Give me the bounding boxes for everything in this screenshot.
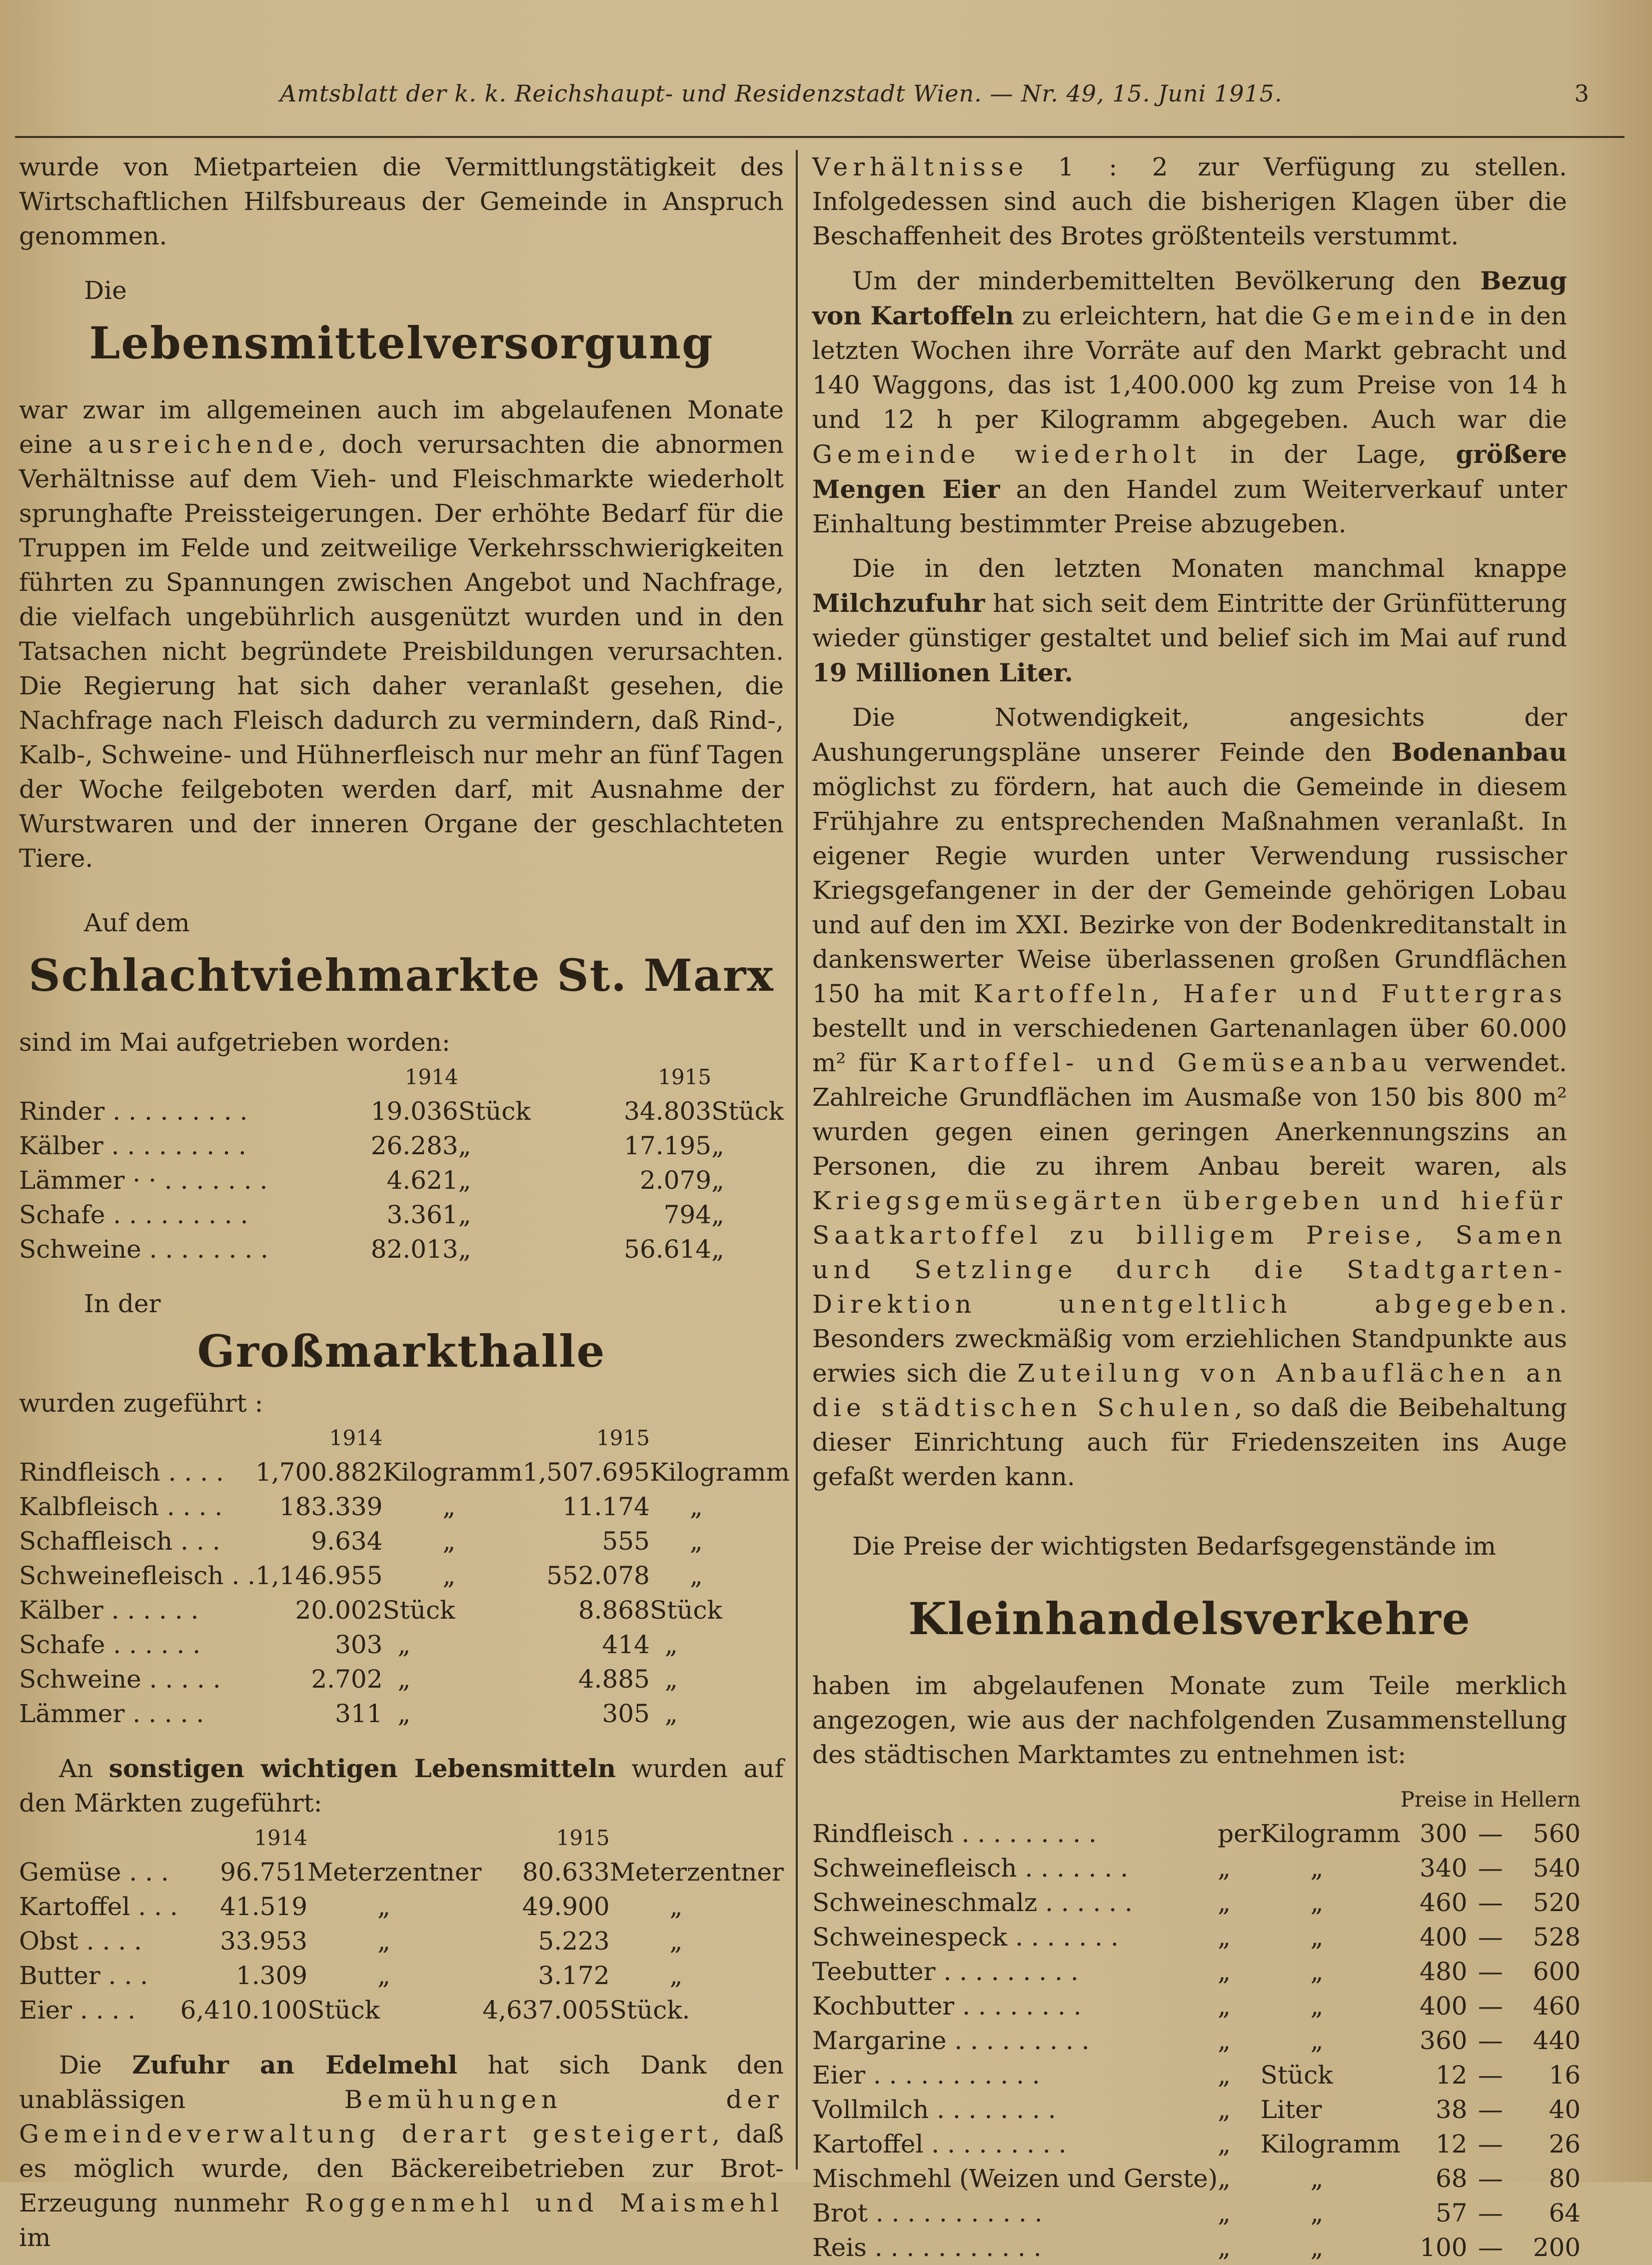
table-row: Vollmilch . . . . . . . . „ Liter 38 — 40 (812, 2095, 1581, 2124)
table-row: Kälber . . . . . . 20.002 Stück 8.868 Stück (19, 1596, 722, 1625)
table-row: Kartoffel . . . 41.519 „ 49.900 „ (19, 1892, 683, 1921)
right-column (812, 150, 1581, 2265)
in-der-lead: In der (84, 1289, 161, 1318)
paragraph-edelmehl: Die Zufuhr an Edelmehl hat sich Dank den unablässigen Bemühungen der Gemeindeverwaltung derart gesteigert, daß es möglich wurde, den Bäckereibetrieben zur Brot-Erzeugung nunmehr Roggenmehl und Maismehl im (19, 2050, 784, 2252)
auf-dem-lead: Auf dem (84, 908, 190, 937)
table-row: Lämmer · · . . . . . . . 4.621 „ 2.079 „ (19, 1166, 725, 1195)
heading-grossmarkthalle: Großmarkthalle (197, 1325, 606, 1377)
table-row: Teebutter . . . . . . . . . „ „ 480 — 600 (812, 1957, 1581, 1986)
table-row: Rindfleisch . . . . . . . . . per Kilogramm 300 — 560 (812, 1819, 1581, 1848)
table-row: Eier . . . . 6,410.100 Stück 4,637.005 Stück. (19, 1996, 690, 2025)
table-row: Kälber . . . . . . . . . 26.283 „ 17.195 „ (19, 1131, 725, 1160)
table-row: Brot . . . . . . . . . . . „ „ 57 — 64 (812, 2199, 1581, 2228)
table-grossmarkthalle: 1914 1915 Rindfleisch . . . . 1,700.882 Kilogramm 1,507.695 Kilogramm Kalbfleisch . . . . 183.339 „ 11.174 „ Schaffleisch . . . 9.634 „ 555 „ Schweinefleisch . . 1,146.955 „ 552.078 „ Kälber . . . . . . 20.002 Stück 8.868 Stück Schafe . . . . . . 303 „ 414 „ Schweine . . . . . 2.702 „ 4.885 „ Lämmer . . . . . 311 „ 305 „ (19, 1421, 790, 1731)
table-schlachtvieh: 1914 1915 Rinder . . . . . . . . . 19.036 Stück 34.803 Stück Kälber . . . . . . . . . 26.283 „ 17.195 „ Lämmer · · . . . . . . . 4.621 „ 2.079 „ Schafe . . . . . . . . . 3.361 „ 794 „ Schweine . . . . . . . . 82.013 „ 56.614 „ (19, 1060, 784, 1267)
table-row: Mischmehl (Weizen und Gerste) „ „ 68 — 80 (812, 2164, 1581, 2193)
paragraph-kartoffeln: Um der minderbemittelten Bevölkerung den Bezug von Kartoffeln zu erleichtern, hat die Gemeinde in den letzten Wochen ihre Vorräte auf den Markt gebracht und 140 Waggons, das ist 1,400.000 kg zum Preise von 14 h und 12 h per Kilogramm abgegeben. Auch war die Gemeinde wiederholt in der Lage, größere Mengen Eier an den Handel zum Weiterverkauf unter Einhaltung bestimmter Preise abzugeben. (812, 266, 1567, 538)
header-title: Amtsblatt der k. k. Reichshaupt- und Residenzstadt Wien. — Nr. 49, 15. Juni 1915. (280, 80, 1283, 107)
table-row: Schweinespeck . . . . . . . „ „ 400 — 528 (812, 1923, 1581, 1952)
die-lead: Die (84, 276, 127, 305)
schlachtvieh-sub: sind im Mai aufgetrieben worden: (19, 1028, 450, 1057)
table-row: Reis . . . . . . . . . . . „ „ 100 — 200 (812, 2233, 1581, 2262)
table-row: Obst . . . . 33.953 „ 5.223 „ (19, 1927, 683, 1956)
table-row: Schweine . . . . . 2.702 „ 4.885 „ (19, 1665, 678, 1694)
grossmarkthalle-sub: wurden zugeführt : (19, 1389, 263, 1418)
table-row: Schweinefleisch . . 1,146.955 „ 552.078 „ (19, 1561, 703, 1590)
table-row: Eier . . . . . . . . . . . „ Stück 12 — 16 (812, 2061, 1581, 2090)
page-header (280, 80, 1610, 115)
table-sonstige: 1914 1915 Gemüse . . . 96.751 Meterzentner 80.633 Meterzentner Kartoffel . . . 41.519 „ 49.900 „ Obst . . . . 33.953 „ 5.223 „ Butter . . . 1.309 „ 3.172 „ Eier . . . . 6,410.100 Stück 4,637.005 Stück. (19, 1821, 784, 2028)
table-row: Margarine . . . . . . . . . „ „ 360 — 440 (812, 2026, 1581, 2055)
table-row: Rindfleisch . . . . 1,700.882 Kilogramm 1,507.695 Kilogramm (19, 1458, 790, 1487)
paragraph-sonstige: An sonstigen wichtigen Lebensmitteln wurden auf den Märkten zugeführt: (19, 1754, 784, 1818)
paragraph-preise-lead: Die Preise der wichtigsten Bedarfsgegenstände im (852, 1532, 1497, 1561)
heading-lebensmittelversorgung: Lebensmittelversorgung (89, 317, 714, 369)
table-row: Lämmer . . . . . 311 „ 305 „ (19, 1699, 678, 1728)
table-row: Gemüse . . . 96.751 Meterzentner 80.633 Meterzentner (19, 1858, 784, 1887)
table-row: Kartoffel . . . . . . . . . „ Kilogramm 12 — 26 (812, 2130, 1581, 2159)
header-rule (15, 136, 1625, 138)
table-preise: Preise in Hellern Rindfleisch . . . . . . . . . per Kilogramm 300 — 560 Schweinefleisch . . . . . . . „ „ 340 — 540 Schweineschmalz . . . . . . „ „ 460 — 520 Schweinespeck . . . . . . . „ „ 400 — 528 Teebutter . . . . . . . . . „ „ 480 — 600 Kochbutter . . . . . . . . „ „ 400 — 460 Margarine . . . . . . . . . „ „ 360 — 440 Eier . . . . . . . . . . . „ Stück 12 — 16 Vollmilch . . . . . . . . „ Liter 38 — 40 Kartoffel . . . . . . . . . „ Kilogramm 12 — 26 Mischmehl (Weizen und Gerste) „ „ 68 — 80 Brot . . . . . . . . . . . „ „ 57 — 64 Reis . . . . . . . . . . . „ „ 100 — 200 (812, 1782, 1581, 2265)
paragraph-marktamt: haben im abgelaufenen Monate zum Teile merklich angezogen, wie aus der nachfolgenden Zusammenstellung des städtischen Marktamtes zu entnehmen ist: (812, 1671, 1567, 1769)
table-row: Schaffleisch . . . 9.634 „ 555 „ (19, 1527, 703, 1556)
table-row: Kochbutter . . . . . . . . „ „ 400 — 460 (812, 1992, 1581, 2021)
intro-paragraph: wurde von Mietparteien die Vermittlungstätigkeit des Wirtschaftlichen Hilfsbureaus der Gemeinde in Anspruch genommen. (19, 152, 784, 250)
table-row: Schweine . . . . . . . . 82.013 „ 56.614 „ (19, 1235, 725, 1264)
paragraph-brot: Verhältnisse 1 : 2 zur Verfügung zu stellen. Infolgedessen sind auch die bisherigen Klagen über die Beschaffenheit des Brotes größtenteils verstummt. (812, 152, 1567, 250)
table-row: Butter . . . 1.309 „ 3.172 „ (19, 1961, 683, 1990)
table-row: Schweineschmalz . . . . . . „ „ 460 — 520 (812, 1888, 1581, 1917)
table-row: Rinder . . . . . . . . . 19.036 Stück 34.803 Stück (19, 1097, 784, 1126)
page-number: 3 (1574, 80, 1590, 107)
paragraph-milch: Die in den letzten Monaten manchmal knappe Milchzufuhr hat sich seit dem Eintritte der Grünfütterung wieder günstiger gestaltet und belief sich im Mai auf rund 19 Millionen Liter. (812, 554, 1568, 687)
paragraph-bodenanbau: Die Notwendigkeit, angesichts der Aushungerungspläne unserer Feinde den Bodenanbau möglichst zu fördern, hat auch die Gemeinde in diesem Frühjahre zu entsprechenden Maßnahmen veranlaßt. In eigener Regie wurden unter Verwendung russischer Kriegsgefangener in der der Gemeinde gehörigen Lobau und auf den im XXI. Bezirke von der Bodenkreditanstalt in dankenswerter Weise überlassenen großen Grundflächen 150 ha mit Kartoffeln, Hafer und Futtergras bestellt und in verschiedenen Gartenanlagen über 60.000 m² für Kartoffel- und Gemüseanbau verwendet. Zahlreiche Grundflächen im Ausmaße von 150 bis 800 m² wurden gegen einen geringen Anerkennungszins an Personen, die zu ihrem Anbau bereit waren, als Kriegsgemüsegärten übergeben und hiefür Saatkartoffel zu billigem Preise, Samen und Setzlinge durch die Stadtgarten-Direktion unentgeltlich abgegeben. Besonders zweckmäßig vom erziehlichen Standpunkte aus erwies sich die Zuteilung von Anbauflächen an die städtischen Schulen, so daß die Beibehaltung dieser Einrichtung auch für Friedenszeiten ins Auge gefaßt werden kann. (812, 703, 1567, 1491)
paragraph-supply: war zwar im allgemeinen auch im abgelaufenen Monate eine ausreichende, doch verursachten die abnormen Verhältnisse auf dem Vieh- und Fleischmarkte wiederholt sprunghafte Preissteigerungen. Der erhöhte Bedarf für die Truppen im Felde und zeitweilige Verkehrsschwierigkeiten führten zu Spannungen zwischen Angebot und Nachfrage, die vielfach ungebührlich ausgenützt wurden und in den Tatsachen nicht begründete Preisbildungen verursachten. Die Regierung hat sich daher veranlaßt gesehen, die Nachfrage nach Fleisch dadurch zu vermindern, daß Rind-, Kalb-, Schweine- und Hühnerfleisch nur mehr an fünf Tagen der Woche feilgeboten werden darf, mit Ausnahme der Wurstwaren und der inneren Organe der geschlachteten Tiere. (19, 395, 784, 873)
table-row: Schafe . . . . . . . . . 3.361 „ 794 „ (19, 1200, 725, 1229)
table-row: Schafe . . . . . . 303 „ 414 „ (19, 1630, 678, 1659)
column-divider (796, 150, 798, 2170)
left-column (19, 150, 790, 2255)
heading-kleinhandelsverkehre: Kleinhandelsverkehre (908, 1593, 1471, 1645)
heading-schlachtviehmarkt: Schlachtviehmarkte St. Marx (28, 949, 774, 1001)
table-row: Kalbfleisch . . . . 183.339 „ 11.174 „ (19, 1492, 703, 1521)
table-row: Schweinefleisch . . . . . . . „ „ 340 — 540 (812, 1854, 1581, 1883)
